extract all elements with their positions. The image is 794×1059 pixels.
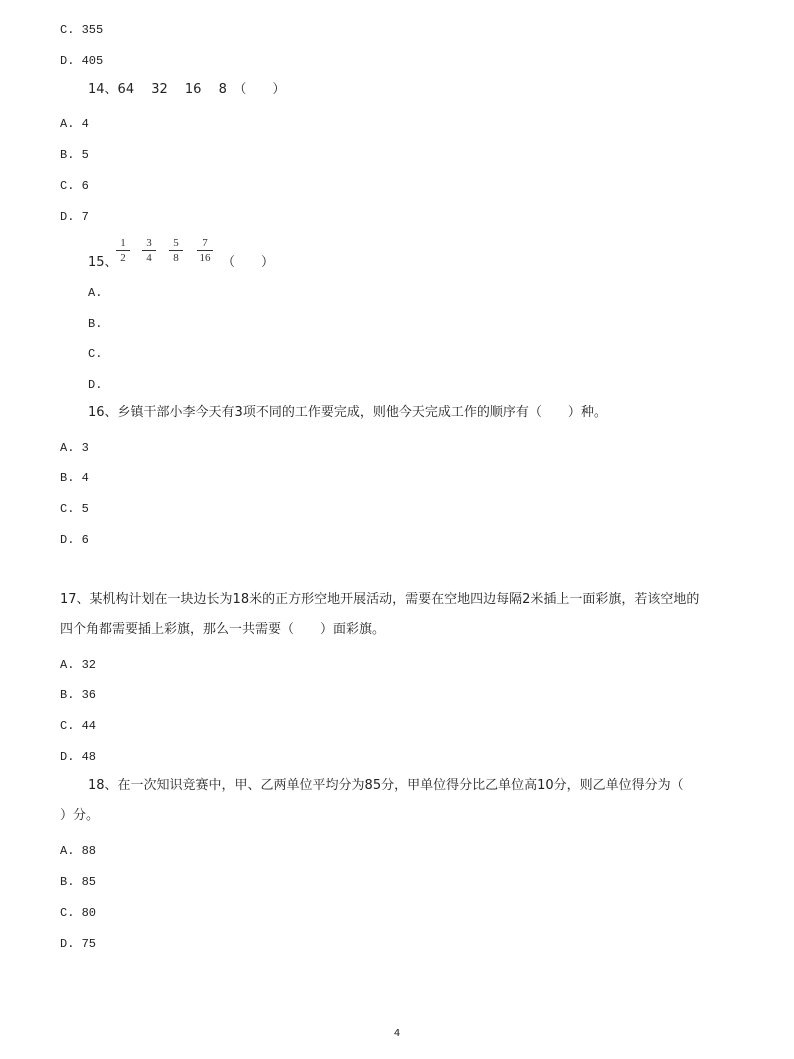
fraction-numerator: 5 bbox=[173, 237, 179, 249]
q15-fraction-3 bbox=[168, 237, 184, 264]
page-number: 4 bbox=[393, 1028, 401, 1039]
q15-fraction-1 bbox=[115, 237, 131, 264]
q17-option-b: B. 36 bbox=[60, 688, 97, 702]
q15-answer-blank: （ ） bbox=[222, 255, 275, 270]
q14-option-c: C. 6 bbox=[60, 179, 89, 193]
q13-option-c: C. 355 bbox=[60, 23, 104, 37]
q18-stem-line1: 18、在一次知识竞赛中，甲、乙两单位平均分为85分，甲单位得分比乙单位高10分，则乙单位得分为（ bbox=[88, 778, 684, 793]
q18-option-b: B. 85 bbox=[60, 875, 97, 889]
fraction-denominator: 8 bbox=[173, 252, 179, 264]
q17-stem-line2: 四个角都需要插上彩旗，那么一共需要（ ）面彩旗。 bbox=[60, 622, 386, 637]
q17-stem-line1: 17、某机构计划在一块边长为18米的正方形空地开展活动，需要在空地四边每隔2米插上一面彩旗，若该空地的 bbox=[60, 592, 700, 607]
q16-option-c: C. 5 bbox=[60, 502, 89, 516]
q18-stem-line2: ）分。 bbox=[60, 808, 100, 823]
q15-fraction-2 bbox=[141, 237, 157, 264]
q15-option-b: B. bbox=[88, 317, 103, 331]
q16-stem: 16、乡镇干部小李今天有3项不同的工作要完成，则他今天完成工作的顺序有（ ）种。 bbox=[88, 405, 607, 420]
fraction-numerator: 1 bbox=[120, 237, 126, 249]
fraction-numerator: 7 bbox=[202, 237, 208, 249]
q18-option-d: D. 75 bbox=[60, 937, 97, 951]
q15-option-c: C. bbox=[88, 347, 103, 361]
q16-option-d: D. 6 bbox=[60, 533, 89, 547]
q15-prefix: 15、 bbox=[88, 255, 118, 270]
q17-option-a: A. 32 bbox=[60, 658, 97, 672]
q15-option-a: A. bbox=[88, 286, 103, 300]
fraction-denominator: 4 bbox=[146, 252, 152, 264]
q14-option-b: B. 5 bbox=[60, 148, 89, 162]
q18-option-c: C. 80 bbox=[60, 906, 97, 920]
fraction-numerator: 3 bbox=[146, 237, 152, 249]
fraction-denominator: 16 bbox=[199, 252, 211, 264]
q16-option-a: A. 3 bbox=[60, 441, 89, 455]
q18-option-a: A. 88 bbox=[60, 844, 97, 858]
q14-option-a: A. 4 bbox=[60, 117, 89, 131]
q17-option-d: D. 48 bbox=[60, 750, 97, 764]
q15-option-d: D. bbox=[88, 378, 103, 392]
fraction-denominator: 2 bbox=[120, 252, 126, 264]
q16-option-b: B. 4 bbox=[60, 471, 89, 485]
q14-stem: 14、64 32 16 8 （ ） bbox=[88, 82, 286, 97]
q15-fraction-4 bbox=[196, 237, 214, 264]
q14-option-d: D. 7 bbox=[60, 210, 89, 224]
q17-option-c: C. 44 bbox=[60, 719, 97, 733]
q13-option-d: D. 405 bbox=[60, 54, 104, 68]
